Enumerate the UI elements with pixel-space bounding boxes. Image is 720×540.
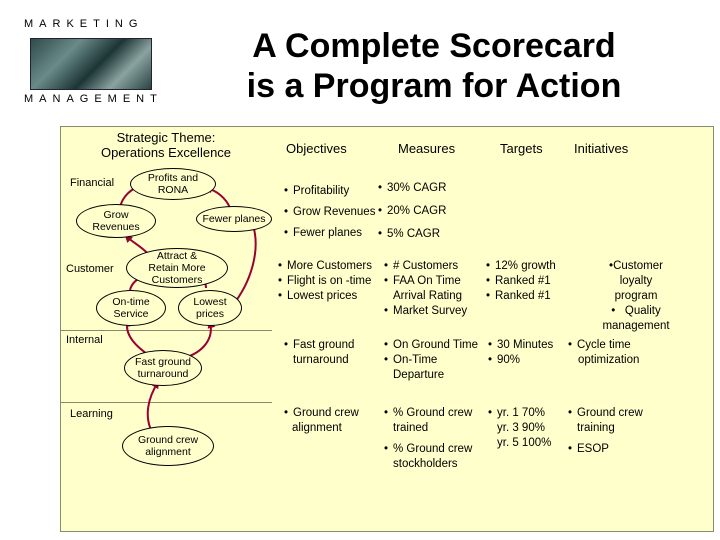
perspective-internal: Internal — [66, 334, 103, 346]
customer-targets: • 12% growth • Ranked #1 • Ranked #1 — [486, 260, 556, 302]
title-line-2: is a Program for Action — [246, 67, 622, 105]
internal-targets: • 30 Minutes • 90% — [488, 339, 554, 366]
node-lowest-prices: Lowest prices — [178, 290, 242, 326]
financial-objectives: • Profitability • Grow Revenues • Fewer planes — [284, 185, 376, 239]
node-fewer-planes: Fewer planes — [196, 206, 272, 232]
col-header-objectives: Objectives — [286, 141, 347, 156]
learning-initiatives: • Ground crew training • ESOP — [568, 407, 643, 455]
node-attract-retain: Attract & Retain More Customers — [126, 248, 228, 288]
perspective-customer: Customer — [66, 263, 114, 275]
internal-measures: • On Ground Time • On-Time Departure — [384, 339, 479, 381]
perspective-financial: Financial — [70, 177, 115, 189]
customer-measures: • # Customers • FAA On Time Arrival Rating • Market Survey — [384, 260, 468, 317]
node-fast-ground: Fast ground turnaround — [124, 350, 202, 386]
learning-objectives: • Ground crew alignment — [284, 407, 359, 434]
strategic-theme-header: Strategic Theme: Operations Excellence — [100, 130, 232, 160]
node-grow-revenues: Grow Revenues — [76, 204, 156, 238]
financial-measures: • 30% CAGR • 20% CAGR • 5% CAGR — [378, 182, 447, 240]
brand-bottom: MANAGEMENT — [24, 93, 163, 105]
learning-targets: • yr. 1 70% yr. 3 90% yr. 5 100% — [488, 407, 552, 449]
internal-initiatives: • Cycle time optimization — [568, 339, 640, 366]
customer-initiatives: •Customer loyalty program • Quality management — [602, 260, 670, 332]
internal-objectives: • Fast ground turnaround — [284, 339, 355, 366]
node-on-time-service: On-time Service — [96, 290, 166, 326]
col-header-initiatives: Initiatives — [574, 141, 629, 156]
learning-measures: • % Ground crew trained • % Ground crew stockholders — [384, 407, 473, 470]
col-header-targets: Targets — [500, 141, 543, 156]
brand-top: MARKETING — [24, 18, 144, 30]
node-profits-rona: Profits and RONA — [130, 168, 216, 200]
col-header-measures: Measures — [398, 141, 456, 156]
perspective-learning: Learning — [70, 408, 113, 420]
customer-objectives: • More Customers • Flight is on -time • Lowest prices — [278, 260, 372, 302]
title-line-1: A Complete Scorecard — [252, 27, 616, 65]
node-ground-crew: Ground crew alignment — [122, 426, 214, 466]
